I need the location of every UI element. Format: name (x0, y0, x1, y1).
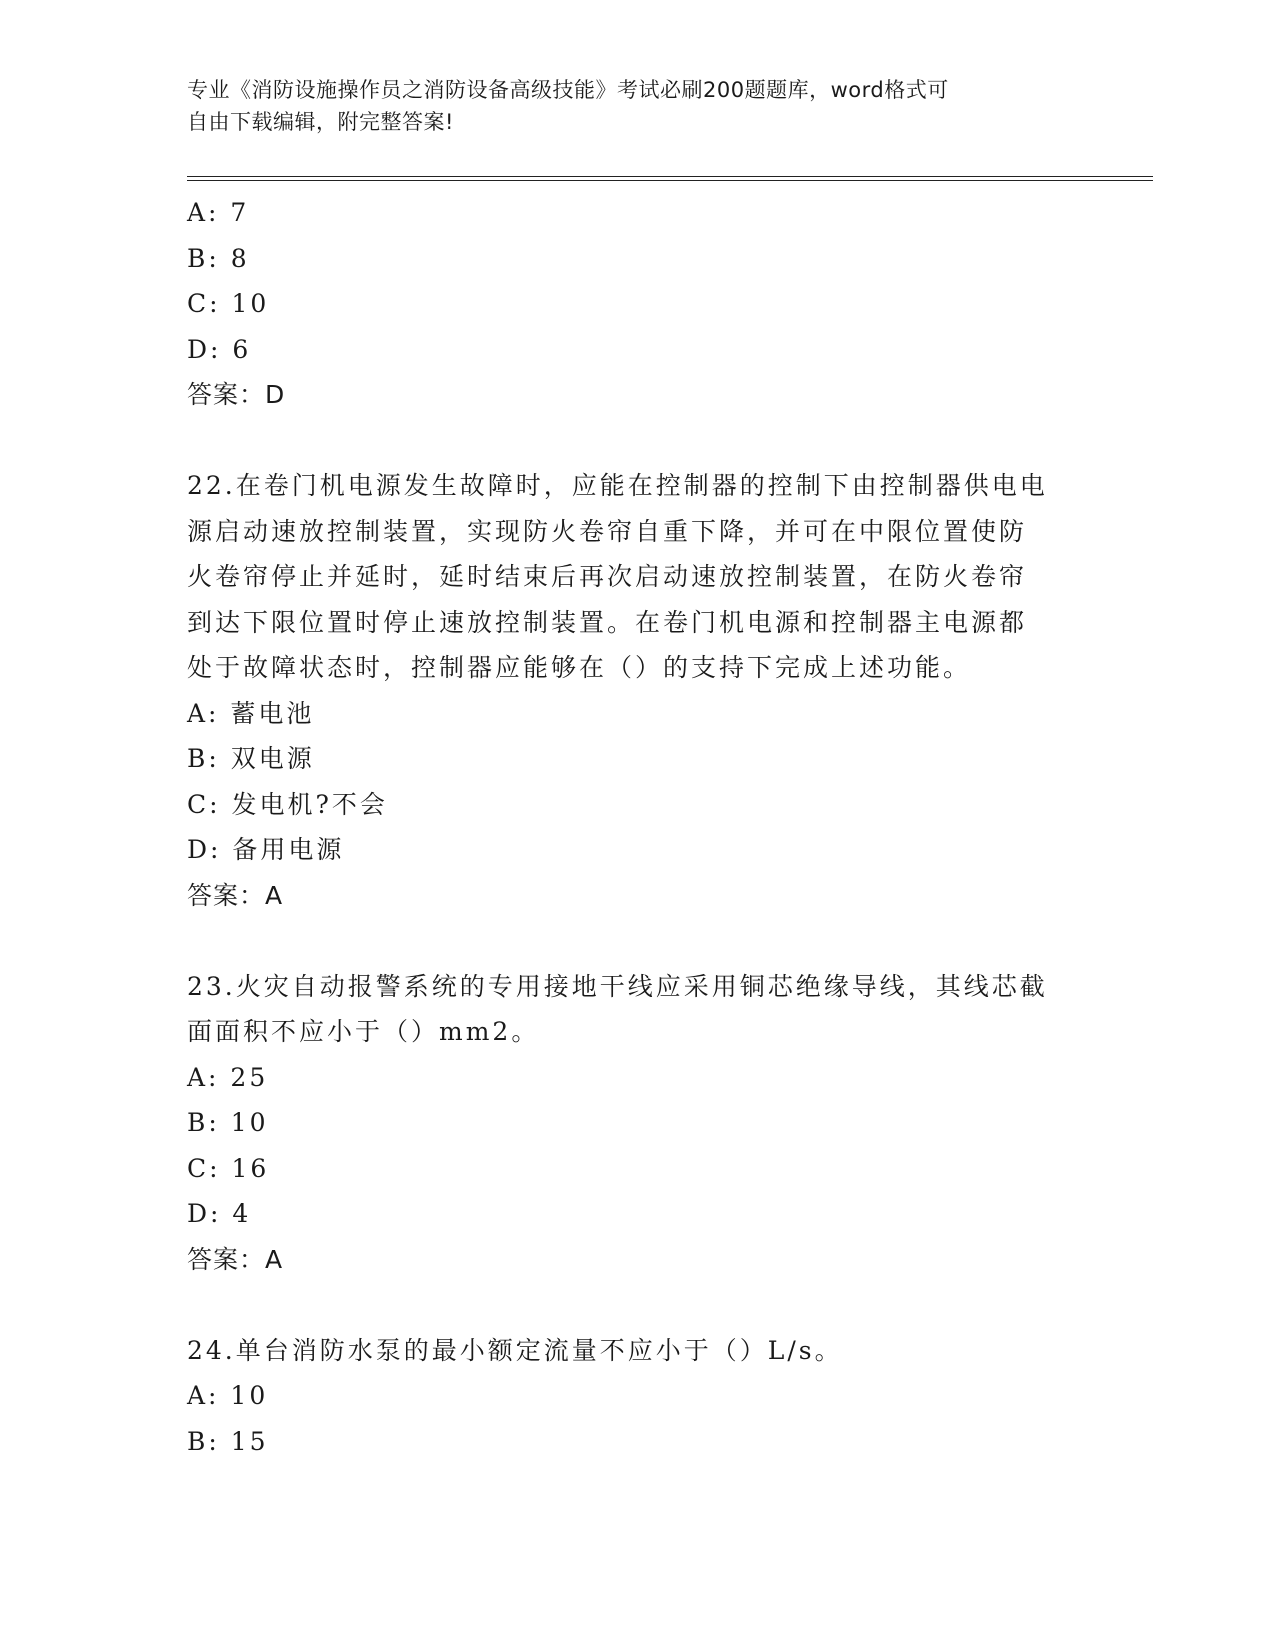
question-list (187, 190, 1087, 1464)
option-a: A: 蓄电池 (187, 698, 315, 728)
option-a: A: 10 (187, 1381, 269, 1410)
header-line-2: 自由下载编辑，附完整答案! (187, 110, 454, 134)
document-header (187, 74, 1067, 138)
question-23 (187, 964, 1087, 1283)
option-b: B: 双电源 (187, 744, 315, 773)
question-21 (187, 190, 1087, 418)
spacer (187, 418, 1087, 464)
option-c: C: 发电机?不会 (187, 789, 388, 819)
question-text-line: 面面积不应小于（）mm2。 (187, 1017, 540, 1046)
question-text-line: 源启动速放控制装置，实现防火卷帘自重下降，并可在中限位置使防 (187, 516, 1028, 546)
question-text-line: 处于故障状态时，控制器应能够在（）的支持下完成上述功能。 (187, 653, 972, 682)
question-text-line: 24.单台消防水泵的最小额定流量不应小于（）L/s。 (187, 1335, 843, 1365)
header-double-rule (187, 176, 1153, 181)
answer-line: 答案：A (187, 1244, 284, 1274)
option-c: C: 16 (187, 1153, 270, 1183)
question-24 (187, 1328, 1087, 1465)
question-text (187, 463, 1087, 691)
option-a: A: 25 (187, 1062, 269, 1092)
option-b: B: 10 (187, 1108, 269, 1137)
spacer (187, 918, 1087, 964)
option-d: D: 备用电源 (187, 835, 345, 864)
question-text-line: 23.火灾自动报警系统的专用接地干线应采用铜芯绝缘导线，其线芯截 (187, 971, 1048, 1001)
question-text-line: 到达下限位置时停止速放控制装置。在卷门机电源和控制器主电源都 (187, 607, 1028, 637)
option-c: C: 10 (187, 289, 270, 318)
question-text (187, 964, 1087, 1055)
answer-line: 答案：D (187, 380, 286, 409)
option-d: D: 4 (187, 1199, 252, 1228)
spacer (187, 1282, 1087, 1328)
option-b: B: 8 (187, 243, 250, 273)
question-22 (187, 463, 1087, 918)
header-line-1: 专业《消防设施操作员之消防设备高级技能》考试必刷200题题库，word格式可 (187, 78, 949, 102)
option-b: B: 15 (187, 1426, 269, 1456)
question-text-line: 22.在卷门机电源发生故障时，应能在控制器的控制下由控制器供电电 (187, 471, 1048, 500)
answer-line: 答案：A (187, 880, 284, 910)
question-text-line: 火卷帘停止并延时，延时结束后再次启动速放控制装置，在防火卷帘 (187, 562, 1028, 591)
option-d: D: 6 (187, 334, 252, 364)
question-text (187, 1328, 1087, 1374)
option-a: A: 7 (187, 198, 250, 227)
